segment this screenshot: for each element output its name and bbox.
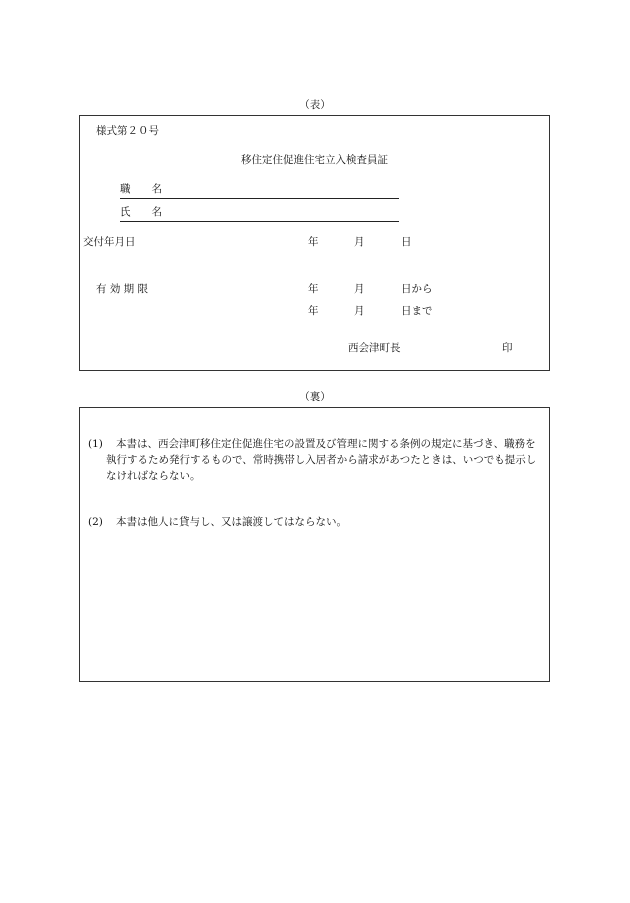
valid-from-day: 日から — [401, 283, 433, 295]
note-text: 本書は、西会津町移住定住促進住宅の設置及び管理に関する条例の規定に基づき、職務を執行するため発行するもので、常時携帯し入居者から請求があつたときは、いつでも提示しなければならない。 — [106, 438, 537, 482]
job-title-underline — [120, 198, 399, 199]
certificate-front — [79, 115, 550, 371]
note-text: 本書は他人に貸与し、又は譲渡してはならない。 — [116, 516, 347, 528]
valid-from-year: 年 — [308, 283, 319, 295]
note-number: (2) — [88, 516, 103, 528]
validity-label: 有 効 期 限 — [96, 283, 149, 295]
issue-month-label: 月 — [354, 236, 365, 248]
valid-from-month: 月 — [354, 283, 365, 295]
issue-date-label: 交付年月日 — [83, 236, 136, 248]
issuer-name: 西会津町長 — [348, 342, 401, 354]
certificate-title: 移住定住促進住宅立入検査員証 — [241, 154, 388, 166]
name-label: 氏 名 — [120, 206, 162, 218]
note-number: (1) — [88, 438, 103, 450]
issue-year-label: 年 — [308, 236, 319, 248]
valid-to-month: 月 — [354, 305, 365, 317]
job-title-label: 職 名 — [120, 183, 162, 195]
form-number: 様式第２０号 — [96, 125, 159, 137]
issue-day-label: 日 — [401, 236, 412, 248]
seal-mark: 印 — [502, 342, 513, 354]
back-side-label: （裏） — [299, 391, 331, 403]
front-side-label: （表） — [299, 99, 331, 111]
name-underline — [120, 221, 399, 222]
note-item — [88, 514, 539, 530]
valid-to-day: 日まで — [401, 305, 433, 317]
certificate-back — [79, 407, 550, 682]
valid-to-year: 年 — [308, 305, 319, 317]
note-item — [88, 436, 539, 484]
